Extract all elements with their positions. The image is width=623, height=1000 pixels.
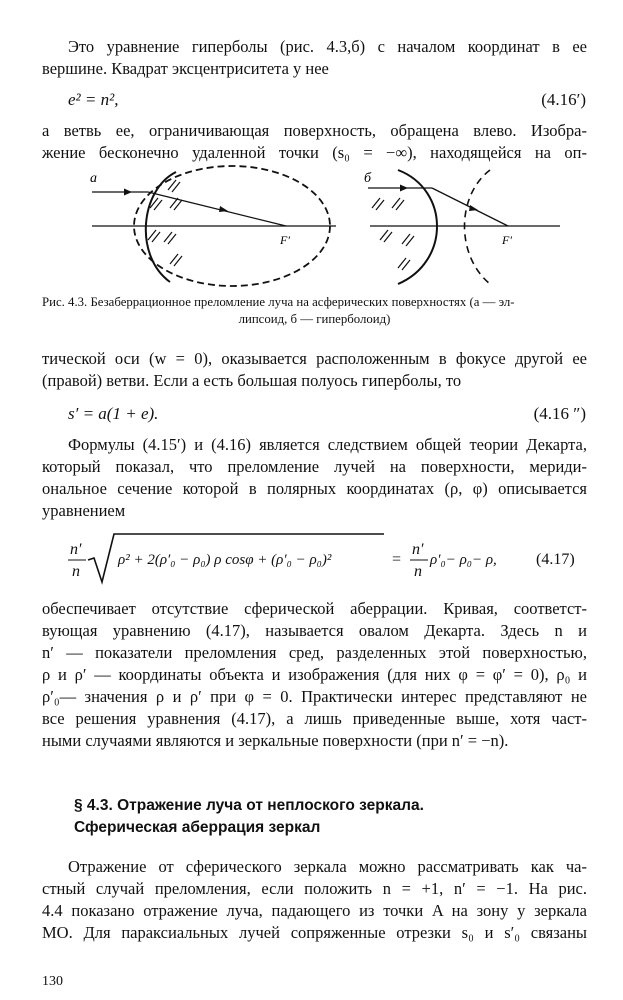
text-line: стный случай преломления, если положить n = +1, n′ = −1. На рис. <box>42 879 587 898</box>
refracting-surface <box>146 172 176 282</box>
paragraph-3 <box>42 348 587 392</box>
figure-4-3 <box>0 160 623 290</box>
caption-line: липсоид, б — гиперболоид) <box>238 312 391 326</box>
figure-panel-b <box>364 170 560 284</box>
text-line: а ветвь ее, ограничивающая поверхность, обращена влево. Изобра- <box>42 121 587 140</box>
radicand: ρ² + 2(ρ′₀ − ρ₀) ρ cosφ + (ρ′₀ − ρ₀)² <box>118 552 332 568</box>
equation-4-16-prime <box>68 90 586 110</box>
text-line: MO. Для параксиальных лучей сопряженные отрезки s₀ и s′₀ связаны <box>42 923 587 942</box>
figure-panel-a <box>90 166 336 286</box>
equation-number: (4.16 ″) <box>533 404 586 423</box>
text-line: 4.4 показано отражение луча, падающего из точки A на зону y зеркала <box>42 901 587 920</box>
text-line: ональное сечение которой в полярных координатах (ρ, φ) описывается <box>42 479 587 498</box>
equation-4-16-double-prime <box>68 404 586 424</box>
text-line: Формулы (4.15′) и (4.16) является следствием общей теории Декарта, <box>68 435 587 454</box>
panel-label-a: а <box>90 171 97 186</box>
section-heading <box>74 795 424 839</box>
text-line: ными случаями являются и зеркальные поверхности (при n′ = −n). <box>42 731 509 750</box>
equals-sign: = <box>392 551 402 568</box>
text-line: жение бесконечно удаленной точки (s₀ = −∞), находящейся на оп- <box>42 143 587 162</box>
text-line: все решения уравнения (4.17), а лишь приведенные выше, хотя част- <box>42 709 587 728</box>
heading-line: Сферическая аберрация зеркал <box>74 819 321 836</box>
panel-label-b: б <box>364 171 372 186</box>
text-line: ρ и ρ′ — координаты объекта и изображения (для них φ = φ′ = 0), ρ₀ и <box>42 665 587 684</box>
focus-label-b: F′ <box>502 233 512 247</box>
hyperbola-right-branch <box>465 170 491 284</box>
heading-line: § 4.3. Отражение луча от неплоского зеркала. <box>74 797 424 814</box>
paragraph-6 <box>42 856 587 944</box>
refracted-ray <box>148 192 286 226</box>
text-line: уравнением <box>42 501 126 520</box>
rhs-denominator: n <box>414 563 422 580</box>
ray-arrow-1 <box>124 189 132 196</box>
text-line: вершине. Квадрат эксцентриситета у нее <box>42 59 329 78</box>
paragraph-4 <box>42 434 587 522</box>
text-line: n′ — показатели преломления сред, разделенных этой поверхностью, <box>42 643 587 662</box>
text-line: (правой) ветви. Если a есть большая полуось гиперболы, то <box>42 371 462 390</box>
figure-caption <box>42 294 587 328</box>
text-line: Отражение от сферического зеркала можно рассматривать как ча- <box>68 857 587 876</box>
ray-arrow-b1 <box>400 185 408 192</box>
equation-text: s′ = a(1 + e). <box>68 404 159 423</box>
lhs-denominator: n <box>72 563 80 580</box>
paragraph-2 <box>42 120 587 164</box>
page-number: 130 <box>42 974 63 989</box>
lhs-numerator: n′ <box>70 541 82 558</box>
rhs-numerator: n′ <box>412 541 424 558</box>
rhs-tail: ρ′₀− ρ₀− ρ, <box>430 552 497 568</box>
text-line: вующая уравнению (4.17), называется овалом Декарта. Здесь n и <box>42 621 587 640</box>
text-line: который показал, что преломление лучей на поверхности, мериди- <box>42 457 587 476</box>
equation-number: (4.16′) <box>541 90 586 109</box>
ray-arrow-b2 <box>469 205 478 211</box>
paragraph-1 <box>42 36 587 80</box>
text-line: обеспечивает отсутствие сферической аберрации. Кривая, соответст- <box>42 599 587 618</box>
caption-line: Рис. 4.3. Безаберрационное преломление луча на асферических поверхностях (а — эл- <box>42 295 515 309</box>
text-line: ρ′₀— значения ρ и ρ′ при φ = 0. Практически интерес представляют не <box>42 687 587 706</box>
equation-number: (4.17) <box>536 551 575 568</box>
paragraph-5 <box>42 598 587 752</box>
text-line: Это уравнение гиперболы (рис. 4.3,б) с началом координат в ее <box>68 37 587 56</box>
text-line: тической оси (w = 0), оказывается расположенным в фокусе другой ее <box>42 349 587 368</box>
equation-text: e² = n², <box>68 90 119 109</box>
equation-4-17 <box>66 530 586 590</box>
focus-label-a: F′ <box>280 233 290 247</box>
ray-arrow-2 <box>219 206 228 212</box>
hatching-b <box>372 198 414 270</box>
